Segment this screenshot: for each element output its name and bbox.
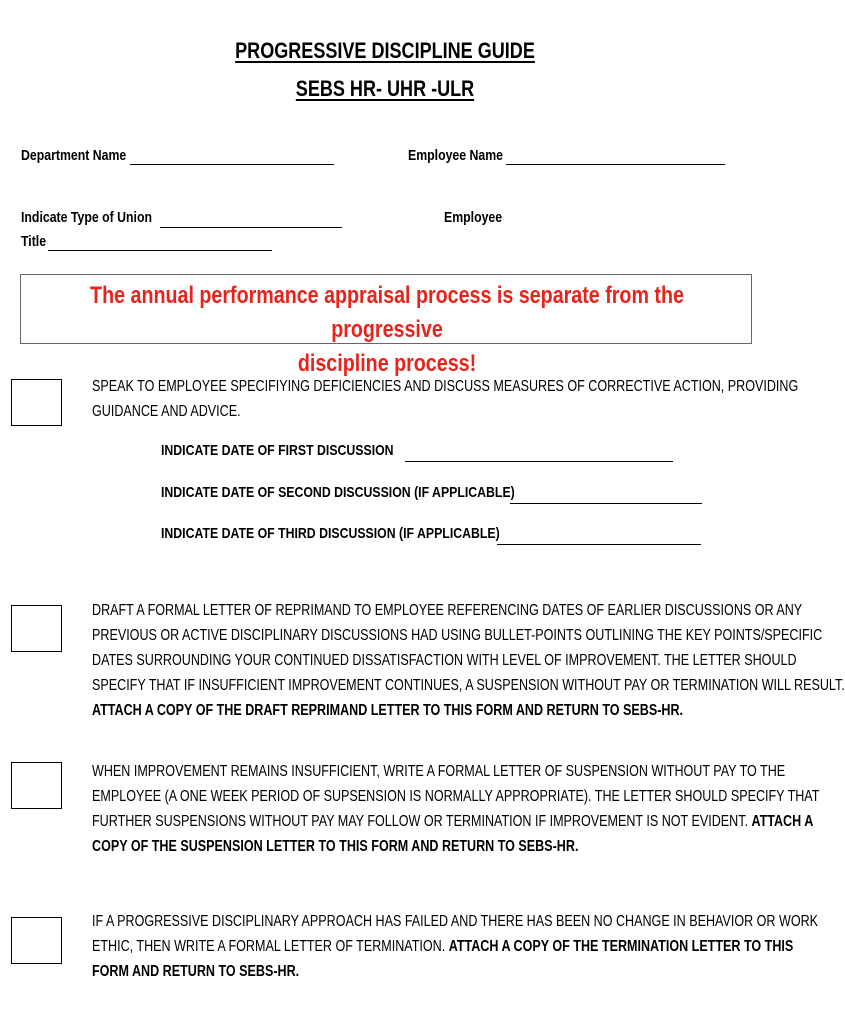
step4-line2-bold: ATTACH A COPY OF THE TERMINATION LETTER TO THIS [448,938,794,955]
department-name-field[interactable] [130,164,334,165]
step3-line3-bold: ATTACH A [751,813,814,830]
step2-line1: DRAFT A FORMAL LETTER OF REPRIMAND TO EMPLOYEE REFERENCING DATES OF EARLIER DISCUSSIONS OR ANY [92,602,803,619]
step3-line3: FURTHER SUSPENSIONS WITHOUT PAY MAY FOLLOW OR TERMINATION IF IMPROVEMENT IS NOT EVIDENT. [92,813,752,830]
second-discussion-date-field[interactable] [510,503,702,504]
step4-checkbox[interactable] [11,917,62,964]
step2-line4: SPECIFY THAT IF INSUFFICIENT IMPROVEMENT CONTINUES, A SUSPENSION WITHOUT PAY OR TERMINATION WILL RESULT. [92,677,845,694]
page-title-line2: SEBS HR- UHR -ULR [295,76,475,101]
notice-text [54,279,720,381]
department-name-label: Department Name [21,147,127,164]
title-label: Title [21,233,47,250]
step2-line3: DATES SURROUNDING YOUR CONTINUED DISSATISFACTION WITH LEVEL OF IMPROVEMENT. THE LETTER SHOULD [92,652,797,669]
first-discussion-label: INDICATE DATE OF FIRST DISCUSSION [161,442,394,459]
step2-line5: ATTACH A COPY OF THE DRAFT REPRIMAND LETTER TO THIS FORM AND RETURN TO SEBS-HR. [92,702,684,719]
union-type-field[interactable] [160,227,342,228]
step3-line2: EMPLOYEE (A ONE WEEK PERIOD OF SUPSENSION IS NORMALLY APPROPRIATE). THE LETTER SHOULD SPECIFY THAT [92,788,820,805]
notice-box [20,274,752,377]
step3-line3-wrap [92,809,814,834]
step4-text [92,909,819,984]
step2-line2: PREVIOUS OR ACTIVE DISCIPLINARY DISCUSSIONS HAD USING BULLET-POINTS OUTLINING THE KEY POINTS/SPECIFIC [92,627,823,644]
notice-line2: discipline process! [297,350,477,377]
step4-line1: IF A PROGRESSIVE DISCIPLINARY APPROACH HAS FAILED AND THERE HAS BEEN NO CHANGE IN BEHAVIOR OR WORK [92,913,819,930]
step2-checkbox[interactable] [11,605,62,652]
second-discussion-label: INDICATE DATE OF SECOND DISCUSSION (IF APPLICABLE) [161,484,515,501]
step1-line2: GUIDANCE AND ADVICE. [92,403,241,420]
step4-line3: FORM AND RETURN TO SEBS-HR. [92,963,300,980]
step3-line4: COPY OF THE SUSPENSION LETTER TO THIS FORM AND RETURN TO SEBS-HR. [92,838,579,855]
employee-title-label-top: Employee [444,209,503,226]
first-discussion-date-field[interactable] [405,461,673,462]
notice-line1: The annual performance appraisal process is separate from the progressive [90,282,684,343]
step4-line2-wrap [92,934,794,959]
employee-name-label: Employee Name [408,147,504,164]
step3-text [92,759,820,859]
step1-checkbox[interactable] [11,379,62,426]
union-type-label: Indicate Type of Union [21,209,152,226]
employee-name-field[interactable] [506,164,725,165]
title-field[interactable] [48,250,272,251]
third-discussion-date-field[interactable] [497,544,701,545]
step2-text [92,598,845,723]
step1-text [92,374,799,424]
step3-line1: WHEN IMPROVEMENT REMAINS INSUFFICIENT, WRITE A FORMAL LETTER OF SUSPENSION WITHOUT PAY TO THE [92,763,786,780]
step1-line1: SPEAK TO EMPLOYEE SPECIFIYING DEFICIENCIES AND DISCUSS MEASURES OF CORRECTIVE ACTION, PROVIDING [92,378,799,395]
third-discussion-label: INDICATE DATE OF THIRD DISCUSSION (IF APPLICABLE) [161,525,500,542]
page-title-line1: PROGRESSIVE DISCIPLINE GUIDE [235,38,535,63]
step3-checkbox[interactable] [11,762,62,809]
step4-line2: ETHIC, THEN WRITE A FORMAL LETTER OF TERMINATION. [92,938,449,955]
